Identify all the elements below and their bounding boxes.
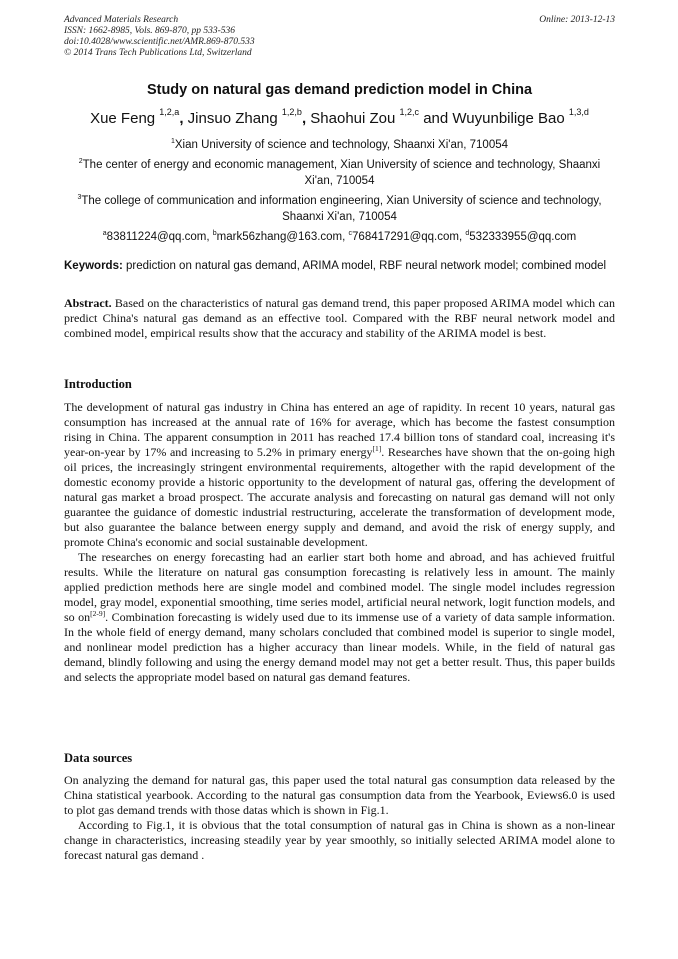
paragraph: On analyzing the demand for natural gas, this paper used the total natural gas consumption data released by the China statistical yearbook. According to the natural gas consumption data from the Yearbook, Eviews6.0 is used to plot gas demand trends with those datas which is shown in Fig.1. [64, 773, 615, 817]
affiliation-sup: 2 [78, 158, 83, 166]
email-address[interactable]: 532333955@qq.com [469, 231, 577, 243]
paragraph-text: The researches on energy forecasting had an earlier start both home and abroad, and has achieved fruitful results. While the literature on natural gas consumption forecasting is relatively less in amount. The mainly applied prediction methods here are single model and combined model. The single model includes regression model, gray model, exponential smoothing, time series model, artificial neural network, logit function models, and so on [64, 550, 615, 624]
keywords [64, 259, 615, 274]
copyright-line: © 2014 Trans Tech Publications Ltd, Switzerland [64, 48, 252, 58]
email-address[interactable]: mark56zhang@163.com [216, 231, 343, 243]
author-name: Shaohui Zou [310, 110, 396, 127]
author-separator: and [423, 110, 449, 127]
author-affil-sup: 1,2,a [159, 107, 180, 117]
keywords-label: Keywords: [64, 260, 123, 272]
keywords-text: prediction on natural gas demand, ARIMA model, RBF neural network model; combined model [126, 260, 607, 272]
affiliation-text: Xian University of science and technology, Shaanxi Xi'an, 710054 [174, 139, 509, 151]
email-sup: d [465, 230, 470, 238]
citation-ref[interactable]: [1] [372, 444, 382, 453]
online-date: Online: 2013-12-13 [539, 15, 615, 25]
section-heading-data-sources: Data sources [64, 751, 133, 765]
issn-line: ISSN: 1662-8985, Vols. 869-870, pp 533-536 [64, 26, 235, 36]
email-address[interactable]: 83811224@qq.com [106, 231, 207, 243]
author-name: Xue Feng [90, 110, 156, 127]
author-affil-sup: 1,3,d [568, 107, 589, 117]
affiliation-text: The center of energy and economic management, Xian University of science and technology, Shaanxi Xi'an, 710054 [82, 159, 601, 187]
paragraph-text: . Combination forecasting is widely used due to its immense use of a variety of data sample information. In the whole field of energy demand, many scholars concluded that combined model is superior to single model, and nonlinear model prediction has a higher accuracy than linear models. While, in the field of natural gas demand, blindly following and using the energy demand model may not get a better result. Thus, this paper builds and selects the appropriate model based on natural gas demand features. [64, 610, 616, 684]
email-list: $^a$83811224@qq.com, $^b$mark56zhang@163.com, $^c$768417291@qq.com, $^d$532333955@qq.com [102, 230, 577, 243]
citation-ref[interactable]: [2-9] [90, 609, 106, 618]
affiliation-2 [64, 157, 615, 189]
author-affil-sup: 1,2,b [281, 107, 302, 117]
abstract [64, 296, 615, 341]
paper-title: Study on natural gas demand prediction model in China [146, 82, 533, 98]
email-sup: a [102, 230, 107, 238]
abstract-label: Abstract. [64, 296, 112, 310]
affiliation-sup: 3 [77, 194, 82, 202]
affiliation-1 [64, 137, 615, 153]
author-separator: , [301, 110, 307, 127]
author-separator: , [179, 110, 184, 127]
author-name: Wuyunbilige Bao [452, 110, 565, 127]
paragraph-text: The development of natural gas industry in China has entered an age of rapidity. In recent 10 years, natural gas consumption has increased at the annual rate of 16% for average, which has become the fastest consumption rising in China. The apparent consumption in 2011 has reached 17.4 billion tons of standard coal, increasing it's year-on-year by 17% and increasing to 5.2% in primary energy [64, 400, 615, 459]
abstract-text: Based on the characteristics of natural gas demand trend, this paper proposed ARIMA model which can predict China's natural gas demand as an effective tool. Compared with the RBF neural network model and combined model, empirical results show that the accuracy and stability of the ARIMA model is best. [64, 296, 615, 340]
affiliation-sup: 1 [170, 138, 175, 146]
journal-header [64, 15, 615, 59]
author-name: Jinsuo Zhang [187, 110, 278, 127]
email-sup: b [212, 230, 217, 238]
affiliation-3 [64, 193, 615, 225]
data-sources-body [64, 773, 615, 863]
author-affil-sup: 1,2,c [399, 107, 420, 117]
email-sup: c [348, 230, 353, 238]
section-heading-introduction: Introduction [64, 377, 132, 391]
paragraph [64, 400, 615, 550]
introduction-body [64, 400, 615, 685]
affiliation-text: The college of communication and information engineering, Xian University of science and technology, Shaanxi Xi'an, 710054 [81, 195, 602, 223]
journal-name: Advanced Materials Research [64, 15, 179, 25]
doi-line: doi:10.4028/www.scientific.net/AMR.869-870.533 [64, 37, 255, 47]
email-address[interactable]: 768417291@qq.com [352, 231, 459, 243]
paragraph: According to Fig.1, it is obvious that the total consumption of natural gas in China is shown as a non-linear change in characteristics, increasing steadily year by year smoothly, so initially selected ARIMA model alone to forecast natural gas demand . [64, 818, 615, 862]
author-list [40, 107, 639, 127]
paragraph-text: . Researches have shown that the on-going high oil prices, the increasingly stringent environmental requirements, altogether with the rapid development of the domestic economy provide a historic opportunity to the development of natural gas, offering the development of natural gas market a broad prospect. The accurate analysis and forecasting on natural gas demand will not only guarantee the guidance of domestic industrial restructuring, accelerate the transformation of development mode, but also guarantee the balance between energy supply and demand, and avoid the risk of energy supply, and promote China's economic and social sustainable development. [64, 445, 616, 549]
paragraph [64, 550, 615, 685]
